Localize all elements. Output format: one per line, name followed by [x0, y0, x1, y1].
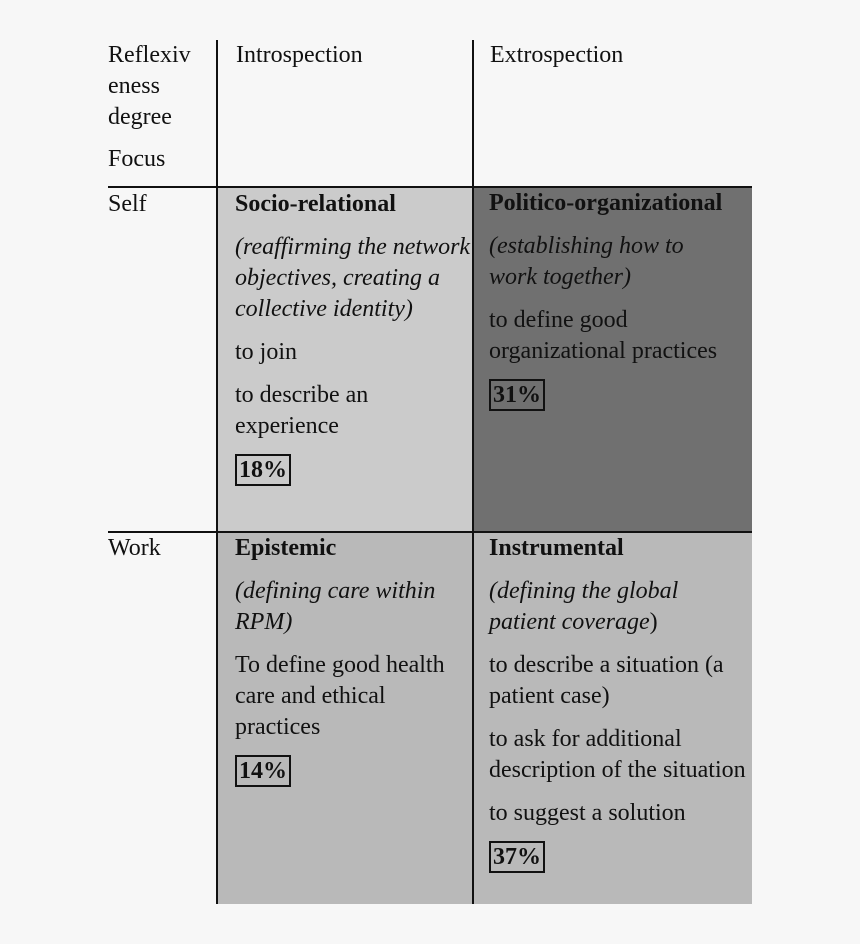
reflexiveness-label-2: eness [108, 73, 160, 99]
politico-percent: 31% [489, 379, 545, 411]
politico-item [489, 305, 752, 367]
epistemic-item-1: To define good health care and ethical practices [235, 652, 445, 740]
epistemic-title: Epistemic [235, 535, 337, 561]
focus-label: Focus [108, 146, 166, 172]
politico-title: Politico-organizational [489, 190, 723, 216]
instrumental-item-2: to ask for additional description of the situation [489, 726, 746, 783]
instrumental-desc-close: ) [649, 609, 658, 635]
politico-item-line-1: to define good [489, 307, 628, 333]
row-label-self: Self [108, 191, 147, 217]
politico-item-line-2: organizational practices [489, 338, 718, 364]
politico-desc-line-2: work together) [489, 264, 631, 290]
socio-item-2: to describe an experience [235, 382, 369, 439]
politico-desc-line-1: (establishing how to [489, 233, 684, 259]
header-introspection: Introspection [236, 42, 363, 68]
grid-vline-left [216, 40, 218, 904]
row-label-work: Work [108, 535, 161, 561]
instrumental-desc-line-2: patient coverage [489, 609, 650, 635]
socio-description: (reaffirming the network objectives, creating a collective identity) [235, 234, 471, 322]
instrumental-item-3: to suggest a solution [489, 800, 686, 826]
grid-hline-middle [108, 531, 752, 533]
header-reflexiveness-focus [108, 40, 216, 175]
epistemic-percent: 14% [235, 755, 291, 787]
cell-instrumental [474, 533, 752, 904]
cell-politico-organizational [474, 188, 752, 532]
instrumental-percent: 37% [489, 841, 545, 873]
instrumental-title: Instrumental [489, 535, 624, 561]
reflexiveness-label-3: degree [108, 104, 172, 130]
epistemic-description: (defining care within RPM) [235, 578, 436, 635]
socio-item-1: to join [235, 339, 298, 365]
reflexiveness-label-1: Reflexiv [108, 42, 191, 68]
grid-hline-top [108, 186, 752, 188]
instrumental-item-1: to describe a situation (a patient case) [489, 652, 724, 709]
politico-description [489, 231, 752, 293]
instrumental-description [489, 576, 752, 638]
cell-socio-relational [218, 188, 473, 532]
socio-title: Socio-relational [235, 191, 396, 217]
instrumental-desc-line-1: (defining the global [489, 578, 679, 604]
header-extrospection: Extrospection [490, 42, 624, 68]
grid-vline-middle [472, 40, 474, 904]
socio-percent: 18% [235, 454, 291, 486]
cell-epistemic [218, 533, 473, 904]
